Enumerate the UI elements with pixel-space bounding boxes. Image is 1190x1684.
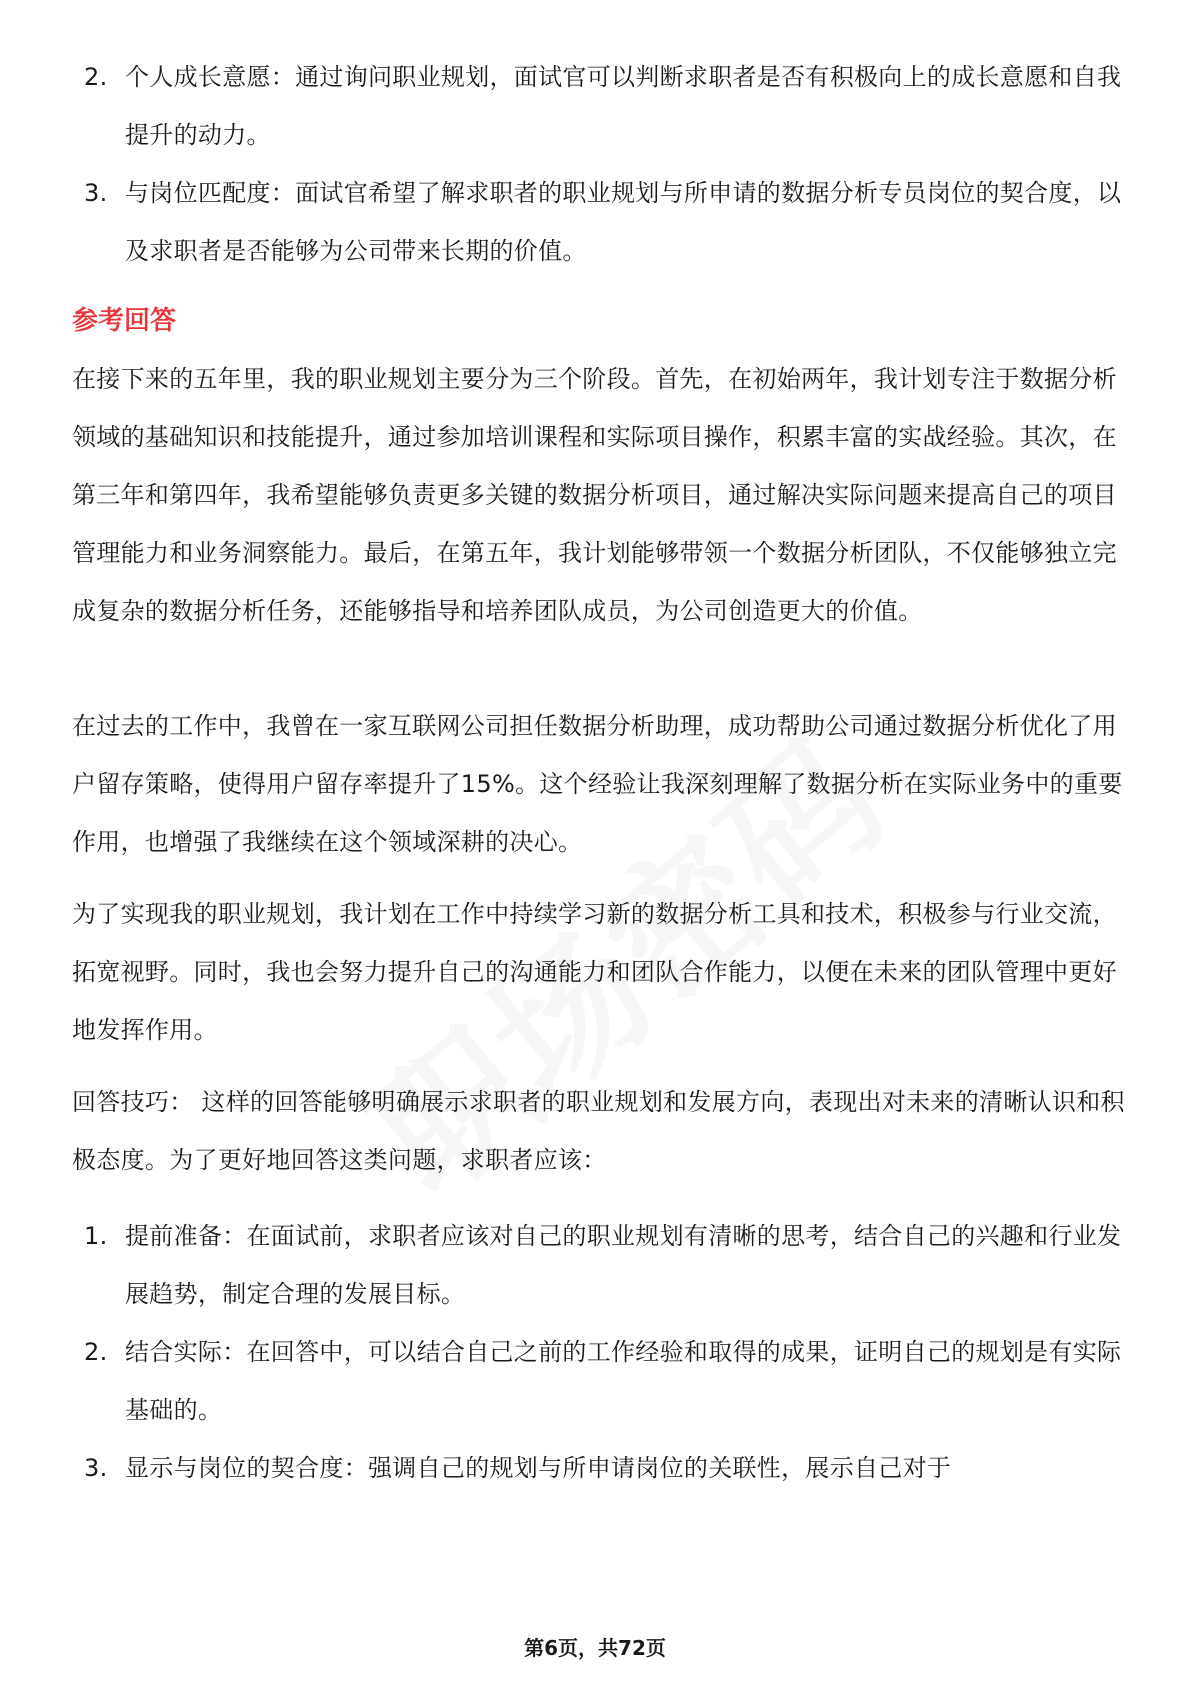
list-item — [84, 48, 1124, 164]
list-item — [84, 164, 1124, 280]
list-number: 1. — [84, 1222, 108, 1250]
page-footer: 第6页，共72页 — [524, 1636, 666, 1660]
list-number: 2. — [84, 1338, 108, 1366]
list-item-text: 与岗位匹配度：面试官希望了解求职者的职业规划与所申请的数据分析专员岗位的契合度，以及求职者是否能够为公司带来长期的价值。 — [125, 179, 1122, 265]
answer-paragraph-2: 在过去的工作中，我曾在一家互联网公司担任数据分析助理，成功帮助公司通过数据分析优化了用户留存策略，使得用户留存率提升了15%。这个经验让我深刻理解了数据分析在实际业务中的重要作用，也增强了我继续在这个领域深耕的决心。 — [72, 712, 1123, 856]
section-heading: 参考回答 — [72, 306, 177, 336]
list-number: 3. — [84, 179, 108, 207]
list-item — [84, 1323, 1124, 1439]
top-numbered-list — [84, 48, 1124, 280]
list-item — [84, 1439, 1124, 1497]
tips-numbered-list — [84, 1207, 1124, 1497]
list-item-text: 个人成长意愿：通过询问职业规划，面试官可以判断求职者是否有积极向上的成长意愿和自我提升的动力。 — [125, 63, 1122, 149]
list-item — [84, 1207, 1124, 1323]
list-item-text: 提前准备：在面试前，求职者应该对自己的职业规划有清晰的思考，结合自己的兴趣和行业发展趋势，制定合理的发展目标。 — [125, 1222, 1122, 1308]
answer-paragraph-1: 在接下来的五年里，我的职业规划主要分为三个阶段。首先，在初始两年，我计划专注于数据分析领域的基础知识和技能提升，通过参加培训课程和实际项目操作，积累丰富的实战经验。其次，在第三年和第四年，我希望能够负责更多关键的数据分析项目，通过解决实际问题来提高自己的项目管理能力和业务洞察能力。最后，在第五年，我计划能够带领一个数据分析团队，不仅能够独立完成复杂的数据分析任务，还能够指导和培养团队成员，为公司创造更大的价值。 — [72, 365, 1117, 625]
tips-paragraph: 回答技巧： 这样的回答能够明确展示求职者的职业规划和发展方向，表现出对未来的清晰认识和积极态度。为了更好地回答这类问题，求职者应该： — [72, 1088, 1125, 1174]
list-item-text: 结合实际：在回答中，可以结合自己之前的工作经验和取得的成果，证明自己的规划是有实际基础的。 — [125, 1338, 1122, 1424]
list-item-text: 显示与岗位的契合度：强调自己的规划与所申请岗位的关联性，展示自己对于 — [125, 1454, 952, 1482]
list-number: 3. — [84, 1454, 108, 1482]
list-number: 2. — [84, 63, 108, 91]
answer-paragraph-3: 为了实现我的职业规划，我计划在工作中持续学习新的数据分析工具和技术，积极参与行业交流，拓宽视野。同时，我也会努力提升自己的沟通能力和团队合作能力，以便在未来的团队管理中更好地发挥作用。 — [72, 900, 1117, 1044]
